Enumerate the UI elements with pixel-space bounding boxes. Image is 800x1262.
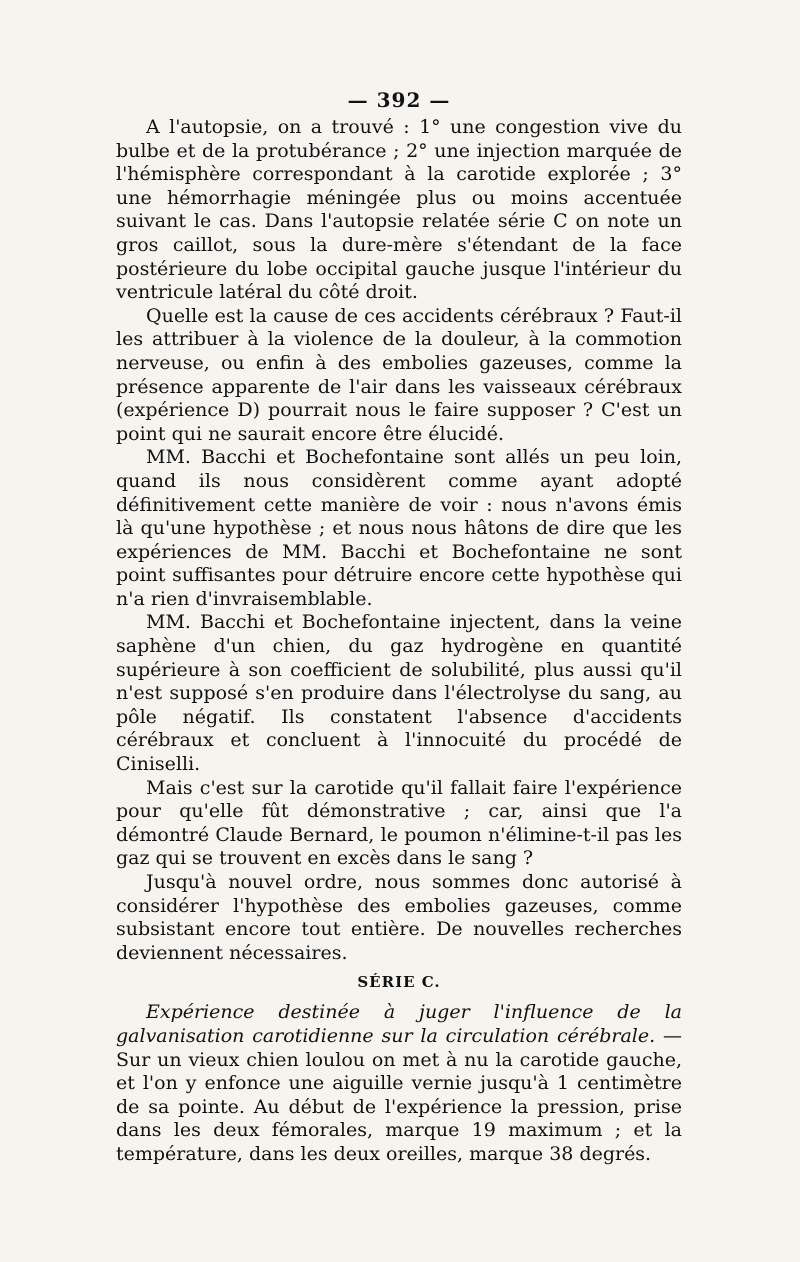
page-number: — 392 — (347, 88, 451, 112)
paragraph-autopsy: A l'autopsie, on a trouvé : 1° une congestion vive du bulbe et de la protubérance ; 2° une injection marquée de l'hémisphère correspondant à la carotide explorée ; 3° une hémorrhagie méningée plus ou moins accentuée suivant le cas. Dans l'autopsie relatée série C on note un gros caillot, sous la dure-mère s'étendant de la face postérieure du lobe occipital gauche jusque l'intérieur du ventricule latéral du côté droit. (116, 116, 682, 304)
paragraph-conclusion: Jusqu'à nouvel ordre, nous sommes donc autorisé à considérer l'hypothèse des embolies gazeuses, comme subsistant encore tout entière. De nouvelles recherches deviennent nécessaires. (116, 871, 682, 964)
series-heading: SÉRIE C. (357, 973, 441, 992)
paragraph-carotid: Mais c'est sur la carotide qu'il fallait faire l'expérience pour qu'elle fût démonstrative ; car, ainsi que l'a démontré Claude Bernard, le poumon n'élimine-t-il pas les gaz qui se trouvent en excès dans le sang ? (116, 776, 682, 870)
experiment-text: — Sur un vieux chien loulou on met à nu la carotide gauche, et l'on y enfonce une aiguille vernie jusqu'à 1 centimètre de sa pointe. Au début de l'expérience la pression, prise dans les deux fémorales, marque 19 maximum ; et la température, dans les deux oreilles, marque 38 degrés. (116, 1024, 682, 1165)
paragraph-bacchi-injection: MM. Bacchi et Bochefontaine injectent, dans la veine saphène d'un chien, du gaz hydrogène en quantité supérieure à son coefficient de solubilité, plus aussi qu'il n'est supposé s'en produire dans l'électrolyse du sang, au pôle négatif. Ils constatent l'absence d'accidents cérébraux et concluent à l'innocuité du procédé de Ciniselli. (116, 611, 682, 776)
experiment-title: Expérience destinée à juger l'influence de la galvanisation carotidienne sur la circulation cérébrale. (116, 1001, 682, 1047)
paragraph-bacchi-hypothesis: MM. Bacchi et Bochefontaine sont allés un peu loin, quand ils nous considèrent comme ayant adopté définitivement cette manière de voir : nous n'avons émis là qu'une hypothèse ; et nous nous hâtons de dire que les expériences de MM. Bacchi et Bochefontaine ne sont point suffisantes pour détruire encore cette hypothèse qui n'a rien d'invraisemblable. (116, 446, 682, 610)
paragraph-experiment (116, 1001, 682, 1166)
paragraph-cause: Quelle est la cause de ces accidents cérébraux ? Faut-il les attribuer à la violence de la douleur, à la commotion nerveuse, ou enfin à des embolies gazeuses, comme la présence apparente de l'air dans les vaisseaux cérébraux (expérience D) pourrait nous le faire supposer ? C'est un point qui ne saurait encore être élucidé. (116, 304, 682, 445)
